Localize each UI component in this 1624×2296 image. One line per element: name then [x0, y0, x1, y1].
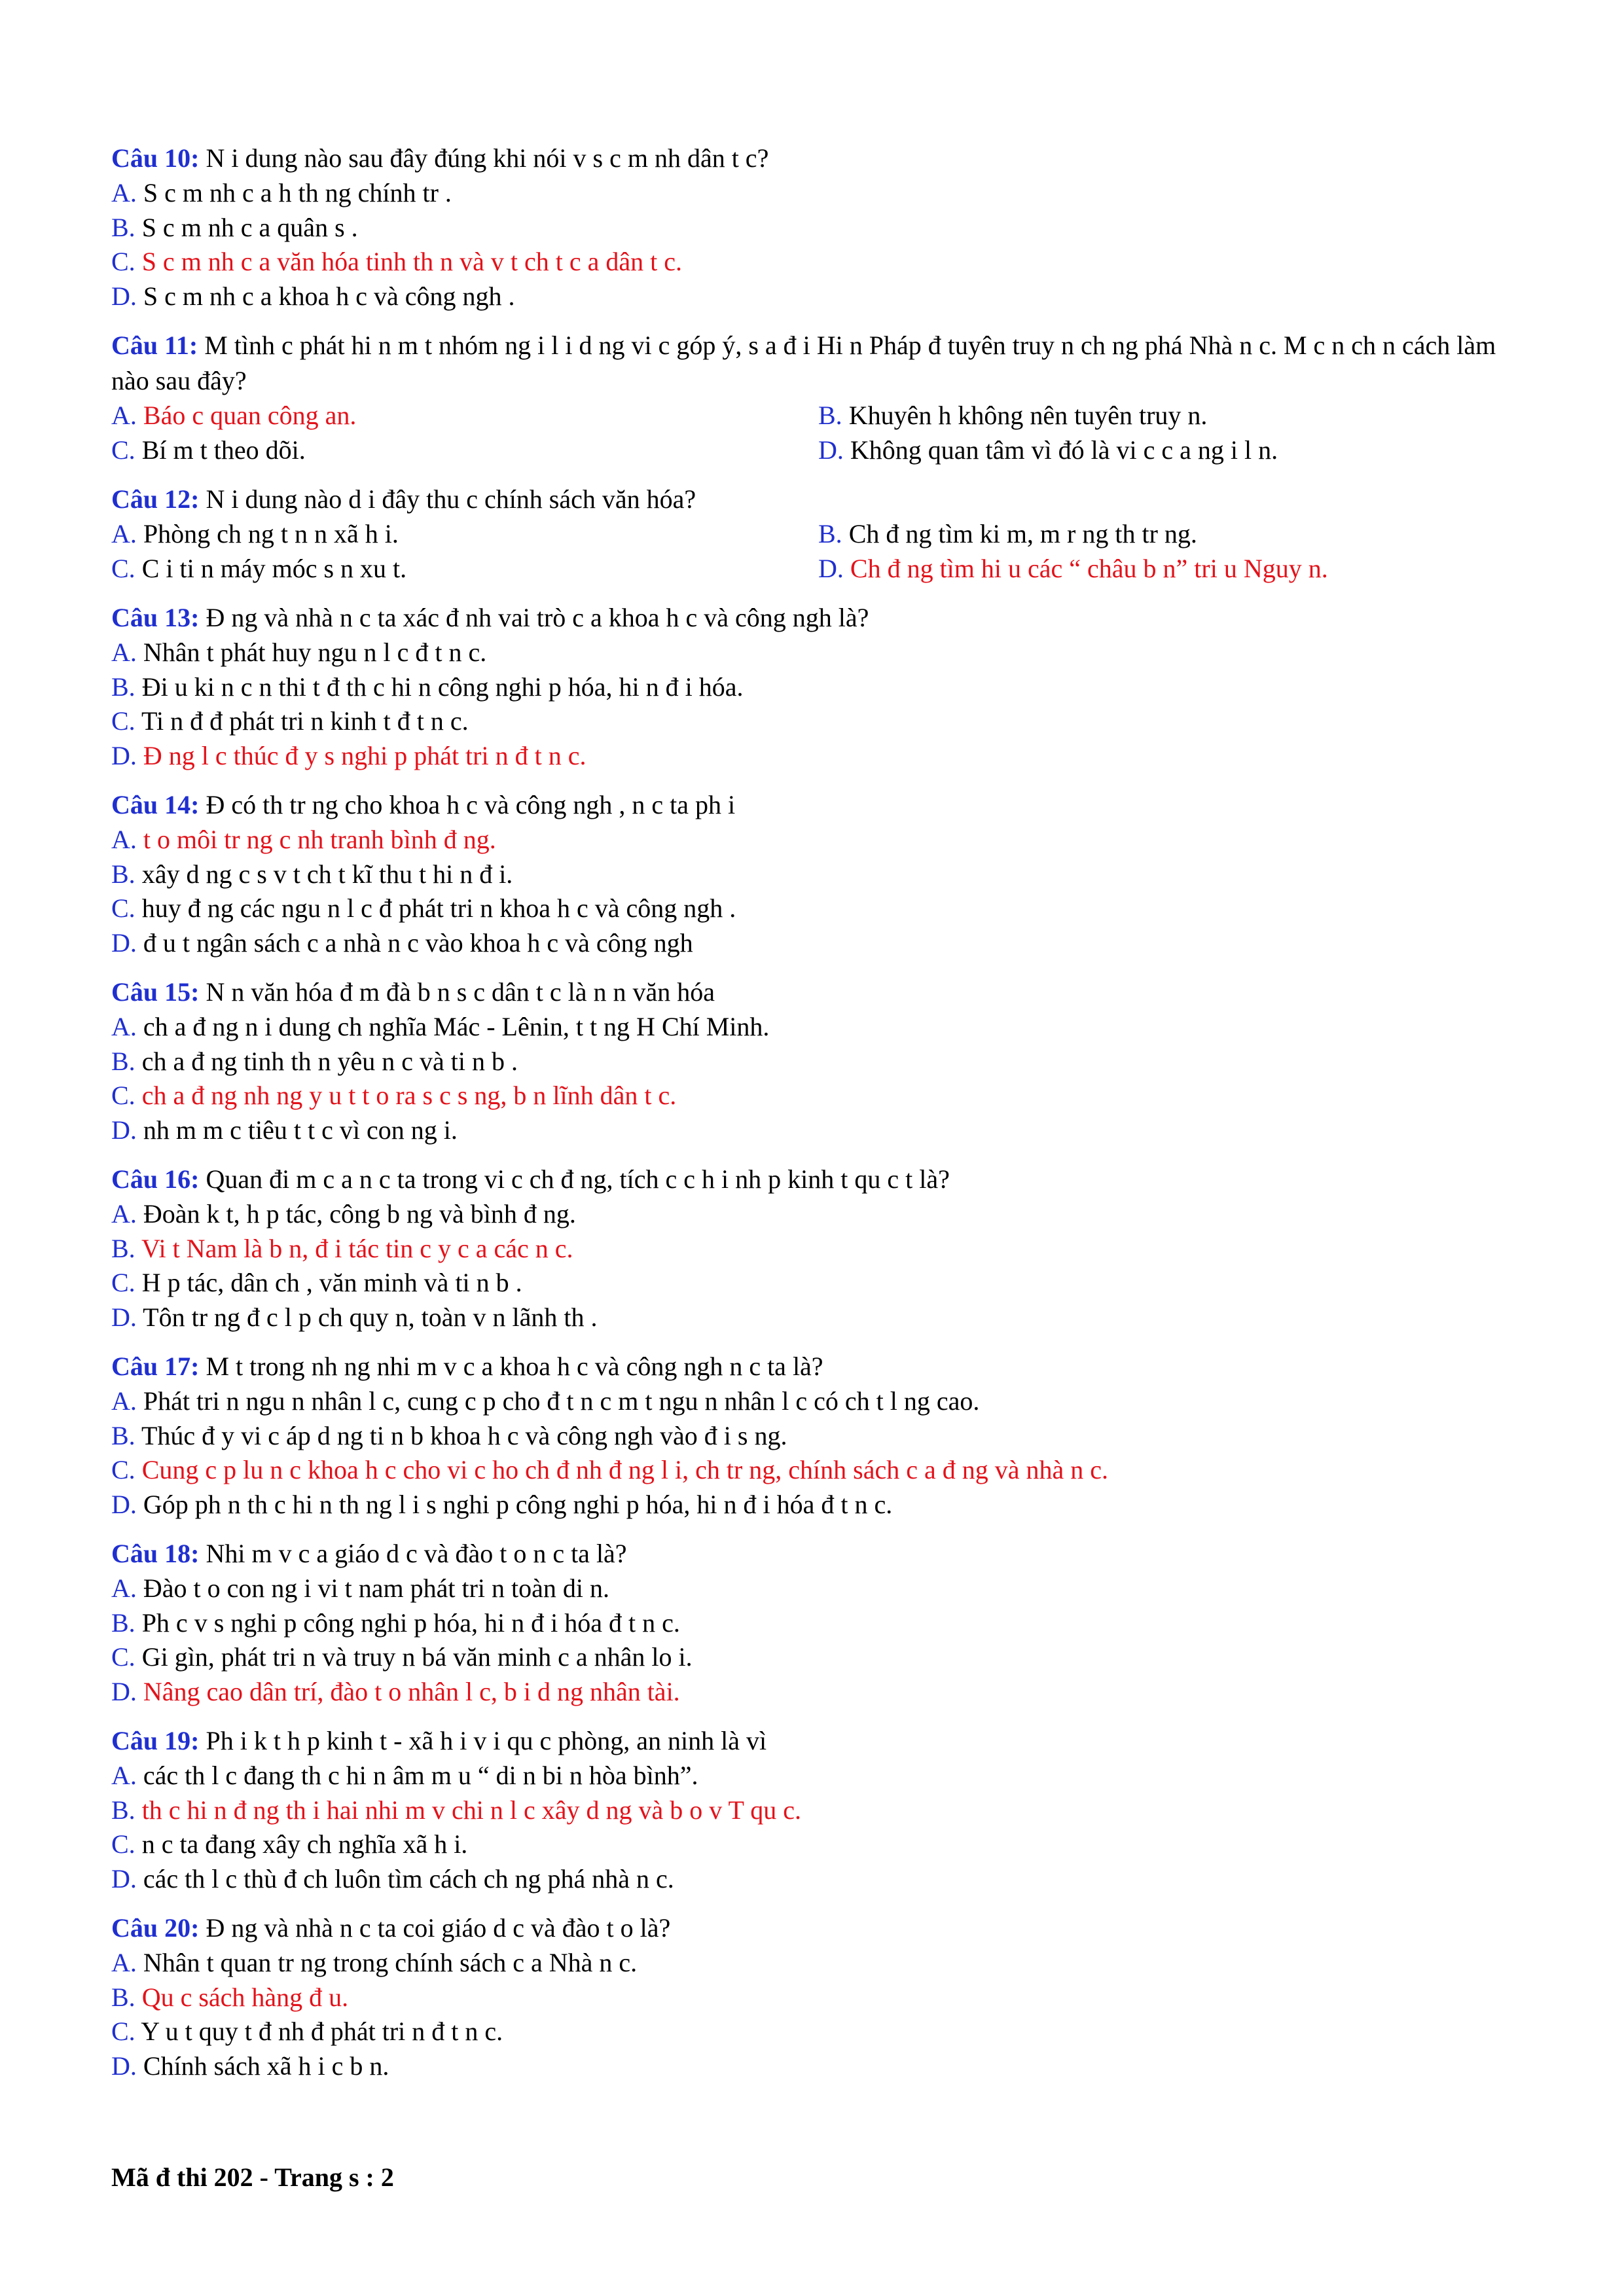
option-letter: B.	[111, 212, 135, 242]
option-text: Ch đ ng tìm hi u các “ châu b n” tri u Nguy n.	[843, 553, 1328, 583]
option-letter: A.	[111, 825, 137, 854]
option-letter: C.	[111, 1455, 135, 1484]
option-text: Nhân t quan tr ng trong chính sách c a Nhà n c.	[136, 1948, 638, 1977]
option-letter: D.	[818, 435, 844, 465]
answer-option	[111, 1488, 1525, 1522]
answer-option-correct	[111, 1793, 1525, 1828]
option-text: C i ti n máy móc s n xu t.	[135, 553, 407, 583]
option-letter: C.	[111, 553, 135, 583]
answer-option-correct	[111, 1453, 1525, 1488]
answer-option	[111, 670, 1525, 705]
question-number: Câu 10:	[111, 143, 200, 173]
option-text: Tôn tr ng đ c l p ch quy n, toàn v n lãnh th .	[136, 1302, 598, 1332]
option-text: Ph c v s nghi p công nghi p hóa, hi n đ i hóa đ t n c.	[135, 1607, 680, 1638]
option-text: Phát tri n ngu n nhân l c, cung c p cho đ t n c m t ngu n nhân l c có ch t l ng cao.	[136, 1386, 980, 1416]
option-letter: C.	[111, 893, 135, 923]
option-text: Góp ph n th c hi n th ng l i s nghi p công nghi p hóa, hi n đ i hóa đ t n c.	[136, 1489, 893, 1519]
option-text: Ch đ ng tìm ki m, m r ng th tr ng.	[842, 519, 1197, 548]
answer-option-correct	[111, 739, 1525, 774]
question-number: Câu 12:	[111, 484, 200, 514]
option-letter: B.	[111, 1046, 135, 1076]
option-letter: A.	[111, 178, 137, 207]
answer-option	[111, 279, 1525, 314]
question-text: N i dung nào sau đây đúng khi nói v s c m nh dân t c?	[199, 143, 769, 173]
option-letter: A.	[111, 1199, 137, 1229]
option-text: th c hi n đ ng th i hai nhi m v chi n l c xây d ng và b o v T qu c.	[135, 1795, 801, 1825]
question-stem	[111, 1723, 1525, 1759]
option-text: Bí m t theo dõi.	[135, 435, 306, 465]
option-letter: C.	[111, 1642, 135, 1672]
question-stem	[111, 975, 1525, 1010]
answer-option	[818, 399, 1525, 433]
option-letter: D.	[111, 2051, 137, 2081]
option-letter: B.	[818, 519, 842, 548]
question-number: Câu 15:	[111, 977, 200, 1007]
question-block	[111, 482, 1525, 586]
option-text: Vi t Nam là b n, đ i tác tin c y c a các n c.	[135, 1233, 573, 1263]
option-letter: B.	[111, 1420, 135, 1450]
question-stem	[111, 1349, 1525, 1384]
answer-option-correct	[111, 399, 818, 433]
question-stem	[111, 1536, 1525, 1571]
option-text: S c m nh c a khoa h c và công ngh .	[136, 281, 515, 311]
question-block	[111, 1723, 1525, 1896]
option-text: ch a đ ng n i dung ch nghĩa Mác - Lênin, t t ng H Chí Minh.	[136, 1012, 770, 1041]
answer-option	[111, 433, 818, 468]
option-text: các th l c thù đ ch luôn tìm cách ch ng phá nhà n c.	[136, 1863, 674, 1893]
option-letter: B.	[111, 1982, 135, 2012]
option-text: Đoàn k t, h p tác, công b ng và bình đ ng.	[136, 1199, 576, 1229]
question-number: Câu 13:	[111, 603, 200, 632]
option-text: Chính sách xã h i c b n.	[136, 2051, 389, 2081]
option-letter: B.	[111, 1795, 135, 1825]
option-text: đ u t ngân sách c a nhà n c vào khoa h c và công ngh	[136, 927, 693, 958]
answer-option	[818, 517, 1525, 552]
option-letter: D.	[818, 553, 844, 583]
page-footer: Mã đ thi 202 - Trang s : 2	[111, 2162, 394, 2192]
question-number: Câu 14:	[111, 790, 200, 819]
question-number: Câu 17:	[111, 1352, 200, 1381]
question-stem	[111, 1162, 1525, 1197]
option-text: n c ta đang xây ch nghĩa xã h i.	[135, 1829, 468, 1859]
option-text: Phòng ch ng t n n xã h i.	[136, 519, 399, 548]
option-letter: A.	[111, 1012, 137, 1041]
option-letter: B.	[818, 401, 842, 430]
question-number: Câu 18:	[111, 1539, 200, 1568]
answer-option	[111, 857, 1525, 892]
option-text: Y u t quy t đ nh đ phát tri n đ t n c.	[135, 2017, 503, 2046]
question-stem	[111, 1910, 1525, 1946]
option-text: Ti n đ đ phát tri n kinh t đ t n c.	[135, 706, 469, 736]
question-block	[111, 975, 1525, 1147]
option-letter: D.	[111, 1676, 137, 1706]
option-text: Nâng cao dân trí, đào t o nhân l c, b i d ng nhân tài.	[136, 1676, 680, 1706]
answer-option-correct	[111, 1675, 1525, 1710]
option-letter: A.	[111, 1386, 137, 1416]
option-text: H p tác, dân ch , văn minh và ti n b .	[135, 1268, 522, 1297]
question-list	[111, 141, 1525, 2098]
question-text: Đ ng và nhà n c ta xác đ nh vai trò c a khoa h c và công ngh là?	[199, 603, 869, 632]
question-block	[111, 1162, 1525, 1335]
answer-option-correct	[111, 1981, 1525, 2015]
option-text: ch a đ ng tinh th n yêu n c và ti n b .	[135, 1046, 518, 1076]
answer-option	[111, 704, 1525, 739]
answer-option	[111, 1862, 1525, 1897]
answer-option	[111, 211, 1525, 245]
answer-option	[111, 1010, 1525, 1045]
option-letter: C.	[111, 435, 135, 465]
answer-option	[111, 1266, 1525, 1300]
answer-option	[818, 433, 1525, 468]
option-letter: C.	[111, 706, 135, 736]
question-number: Câu 19:	[111, 1726, 200, 1755]
answer-option	[111, 2049, 1525, 2084]
option-row	[111, 517, 1525, 552]
option-text: Gi gìn, phát tri n và truy n bá văn minh c a nhân lo i.	[135, 1642, 693, 1672]
question-text: Nhi m v c a giáo d c và đào t o n c ta là?	[199, 1539, 627, 1568]
answer-option	[111, 1197, 1525, 1232]
answer-option	[111, 926, 1525, 961]
answer-option	[111, 552, 818, 586]
question-stem	[111, 482, 1525, 517]
option-text: ch a đ ng nh ng y u t t o ra s c s ng, b n lĩnh dân t c.	[135, 1081, 677, 1110]
question-stem	[111, 787, 1525, 823]
answer-option	[111, 1827, 1525, 1862]
option-letter: C.	[111, 2017, 135, 2046]
option-text: Đi u ki n c n thi t đ th c hi n công nghi p hóa, hi n đ i hóa.	[135, 672, 744, 702]
answer-option	[111, 1606, 1525, 1641]
option-letter: C.	[111, 1081, 135, 1110]
option-text: Nhân t phát huy ngu n l c đ t n c.	[136, 637, 487, 667]
answer-option	[111, 1571, 1525, 1606]
option-letter: B.	[111, 1607, 135, 1638]
option-row	[111, 399, 1525, 433]
question-number: Câu 20:	[111, 1913, 200, 1943]
answer-option-correct	[818, 552, 1525, 586]
option-letter: A.	[111, 1761, 137, 1790]
answer-option	[111, 517, 818, 552]
question-block	[111, 328, 1525, 467]
option-letter: B.	[111, 859, 135, 889]
answer-option-correct	[111, 245, 1525, 279]
option-text: các th l c đang th c hi n âm m u “ di n bi n hòa bình”.	[136, 1761, 698, 1790]
option-letter: B.	[111, 1233, 135, 1263]
question-block	[111, 1536, 1525, 1709]
option-text: Đào t o con ng i vi t nam phát tri n toàn di n.	[136, 1573, 609, 1603]
question-number: Câu 11:	[111, 331, 198, 360]
option-letter: B.	[111, 672, 135, 702]
question-text: Đ ng và nhà n c ta coi giáo d c và đào t o là?	[199, 1913, 671, 1943]
answer-option	[111, 1113, 1525, 1148]
option-letter: A.	[111, 401, 137, 430]
option-letter: D.	[111, 281, 137, 311]
answer-option	[111, 891, 1525, 926]
answer-option	[111, 1045, 1525, 1079]
option-letter: D.	[111, 1302, 137, 1332]
answer-option	[111, 1759, 1525, 1793]
option-text: Thúc đ y vi c áp d ng ti n b khoa h c và công ngh vào đ i s ng.	[135, 1420, 787, 1450]
option-letter: C.	[111, 1268, 135, 1297]
option-text: huy đ ng các ngu n l c đ phát tri n khoa h c và công ngh .	[135, 893, 736, 923]
answer-option	[111, 1300, 1525, 1335]
question-text: Quan đi m c a n c ta trong vi c ch đ ng, tích c c h i nh p kinh t qu c t là?	[199, 1164, 950, 1194]
question-stem	[111, 328, 1525, 399]
option-letter: D.	[111, 1863, 137, 1893]
question-block	[111, 1349, 1525, 1522]
option-letter: A.	[111, 519, 137, 548]
question-text: N n văn hóa đ m đà b n s c dân t c là n n văn hóa	[199, 977, 715, 1007]
question-stem	[111, 141, 1525, 176]
option-text: Báo c quan công an.	[136, 401, 357, 430]
option-letter: A.	[111, 1573, 137, 1603]
answer-option-correct	[111, 1079, 1525, 1113]
option-row	[111, 433, 1525, 468]
option-text: nh m m c tiêu t t c vì con ng i.	[136, 1115, 458, 1145]
question-stem	[111, 600, 1525, 636]
answer-option-correct	[111, 1232, 1525, 1266]
question-text: M tình c phát hi n m t nhóm ng i l i d ng vi c góp ý, s a đ i Hi n Pháp đ tuyên truy n ch ng phá Nhà n c. M c n ch n cách làm nào sau đây?	[111, 331, 1496, 395]
answer-option	[111, 2015, 1525, 2049]
answer-option	[111, 176, 1525, 211]
answer-option	[111, 1946, 1525, 1981]
answer-option-correct	[111, 823, 1525, 857]
option-row	[111, 552, 1525, 586]
option-letter: A.	[111, 637, 137, 667]
question-text: Đ có th tr ng cho khoa h c và công ngh , n c ta ph i	[199, 790, 736, 819]
option-letter: D.	[111, 927, 137, 958]
option-text: Qu c sách hàng đ u.	[135, 1982, 349, 2012]
question-block	[111, 1910, 1525, 2083]
option-text: Đ ng l c thúc đ y s nghi p phát tri n đ t n c.	[136, 740, 586, 770]
option-text: S c m nh c a văn hóa tinh th n và v t ch t c a dân t c.	[135, 247, 683, 276]
answer-option	[111, 1640, 1525, 1675]
question-block	[111, 600, 1525, 773]
option-text: S c m nh c a h th ng chính tr .	[136, 178, 452, 207]
question-number: Câu 16:	[111, 1164, 200, 1194]
option-text: Khuyên h không nên tuyên truy n.	[842, 401, 1208, 430]
question-text: M t trong nh ng nhi m v c a khoa h c và công ngh n c ta là?	[199, 1352, 823, 1381]
option-text: S c m nh c a quân s .	[135, 212, 358, 242]
answer-option	[111, 1384, 1525, 1419]
option-letter: A.	[111, 1948, 137, 1977]
option-letter: C.	[111, 247, 135, 276]
question-block	[111, 141, 1525, 314]
option-text: xây d ng c s v t ch t kĩ thu t hi n đ i.	[135, 859, 513, 889]
question-text: Ph i k t h p kinh t - xã h i v i qu c phòng, an ninh là vì	[199, 1726, 767, 1755]
option-text: Không quan tâm vì đó là vi c c a ng i l n.	[843, 435, 1278, 465]
option-text: Cung c p lu n c khoa h c cho vi c ho ch đ nh đ ng l i, ch tr ng, chính sách c a đ ng và nhà n c.	[135, 1455, 1108, 1484]
option-letter: D.	[111, 740, 137, 770]
answer-option	[111, 636, 1525, 670]
option-text: t o môi tr ng c nh tranh bình đ ng.	[136, 825, 496, 854]
question-block	[111, 787, 1525, 960]
answer-option	[111, 1419, 1525, 1454]
option-letter: D.	[111, 1115, 137, 1145]
option-letter: D.	[111, 1489, 137, 1519]
option-letter: C.	[111, 1829, 135, 1859]
question-text: N i dung nào d i đây thu c chính sách văn hóa?	[199, 484, 696, 514]
